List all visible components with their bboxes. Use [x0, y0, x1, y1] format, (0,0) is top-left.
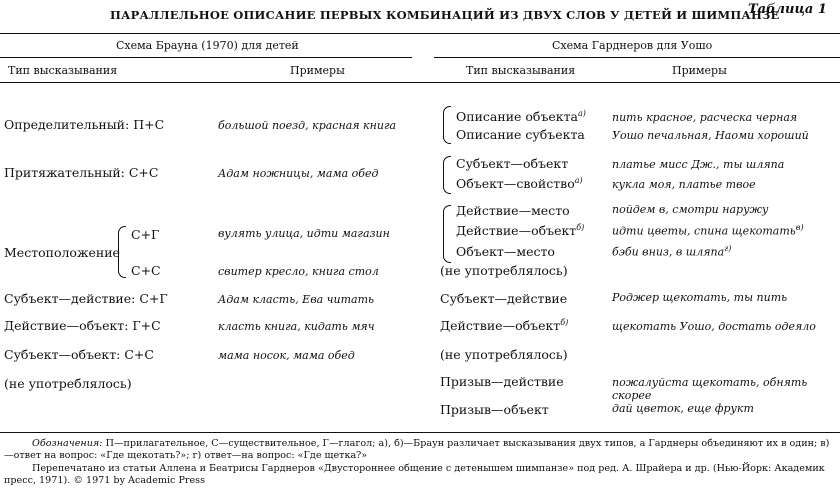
left-row-type: Действие—объект: Г+С [4, 318, 161, 333]
left-row-example: вулять улица, идти магазин [218, 227, 390, 240]
description-brace [443, 106, 451, 144]
left-row-example: свитер кресло, книга стол [218, 265, 379, 278]
right-row-type: Описание субъекта [456, 127, 585, 142]
right-row-example: пожалуйста щекотать, обнять [612, 376, 808, 389]
right-row-type: Действие—место [456, 203, 570, 218]
table-title: ПАРАЛЛЕЛЬНОЕ ОПИСАНИЕ ПЕРВЫХ КОМБИНАЦИЙ ИЗ ДВУХ СЛОВ У ДЕТЕЙ И ШИМПАНЗЕ [110, 8, 780, 22]
left-col-type: Тип высказывания [8, 64, 118, 77]
right-row-example: бэби вниз, в шляпа$^{г)}$ [612, 244, 732, 259]
left-row-type: Притяжательный: С+С [4, 165, 159, 180]
right-row-example-cont: скорее [612, 389, 652, 402]
right-row-type: Объект—место [456, 244, 555, 259]
right-row-type: Действие—объект$^{б)}$ [440, 318, 569, 334]
left-row-type: Местоположение [4, 245, 120, 260]
left-subrow-formula: С+С [131, 263, 161, 278]
right-row-type: Субъект—объект [456, 156, 569, 171]
left-row-type: Субъект—объект: С+С [4, 347, 154, 362]
footnote-legend: Обозначения: П—прилагательное, С—существительное, Г—глагол; а), б)—Браун различает высказывания двух типов, а Гарднеры объединяют их в один; в)—ответ на вопрос: «Где щекотать?»; г) ответ—на вопрос: «Где щетка?» [4, 438, 830, 461]
left-scheme-header: Схема Брауна (1970) для детей [116, 39, 299, 52]
right-scheme-rule [434, 57, 840, 58]
right-row-example: кукла моя, платье твое [612, 178, 756, 191]
left-subrow-formula: С+Г [131, 227, 160, 242]
left-row-type: Определительный: П+С [4, 117, 165, 132]
right-row-example: пойдем в, смотри наружу [612, 203, 769, 216]
right-row-type: Действие—объект$^{б)}$ [456, 223, 585, 239]
location-brace [118, 226, 126, 278]
left-row-example: Адам класть, Ева читать [218, 293, 375, 306]
right-col-examples: Примеры [672, 64, 727, 77]
right-row-type: (не употреблялось) [440, 263, 568, 278]
possessive-brace [443, 156, 451, 194]
right-scheme-header: Схема Гарднеров для Уошо [552, 39, 713, 52]
left-row-example: класть книга, кидать мяч [218, 320, 375, 333]
right-row-type: Объект—свойство$^{а)}$ [456, 176, 583, 192]
top-rule [0, 33, 840, 34]
right-col-type: Тип высказывания [466, 64, 576, 77]
right-row-example: Уошо печальная, Наоми хороший [612, 129, 809, 142]
table-label: Таблица 1 [748, 2, 827, 17]
right-row-type: Призыв—действие [440, 374, 564, 389]
right-row-type: Призыв—объект [440, 402, 549, 417]
right-row-example: дай цветок, еще фрукт [612, 402, 754, 415]
right-row-type: Субъект—действие [440, 291, 568, 306]
right-row-example: щекотать Уошо, достать одеяло [612, 320, 816, 333]
left-row-type: Субъект—действие: С+Г [4, 291, 168, 306]
right-row-example: платье мисс Дж., ты шляпа [612, 158, 785, 171]
footnote-source: Перепечатано из статьи Аллена и Беатрисы Гарднеров «Двустороннее общение с детенышем шимпанзе» под ред. А. Шрайера и др. (Нью-Йорк: Академик пресс, 1971). © 1971 by Academic Press [4, 463, 825, 486]
right-row-type: Описание объекта$^{а)}$ [456, 109, 586, 125]
right-row-example: Роджер щекотать, ты пить [612, 291, 788, 304]
bottom-rule [0, 432, 840, 433]
left-col-examples: Примеры [290, 64, 345, 77]
left-scheme-rule [0, 57, 412, 58]
right-row-type: (не употреблялось) [440, 347, 568, 362]
header-rule [0, 82, 840, 83]
right-row-example: пить красное, расческа черная [612, 111, 798, 124]
location-right-brace [443, 205, 451, 263]
left-row-example: мама носок, мама обед [218, 349, 355, 362]
right-row-example: идти цветы, спина щекотать$^{в)}$ [612, 223, 804, 238]
left-row-example: большой поезд, красная книга [218, 119, 397, 132]
left-row-example: Адам ножницы, мама обед [218, 167, 379, 180]
left-row-type: (не употреблялось) [4, 376, 132, 391]
